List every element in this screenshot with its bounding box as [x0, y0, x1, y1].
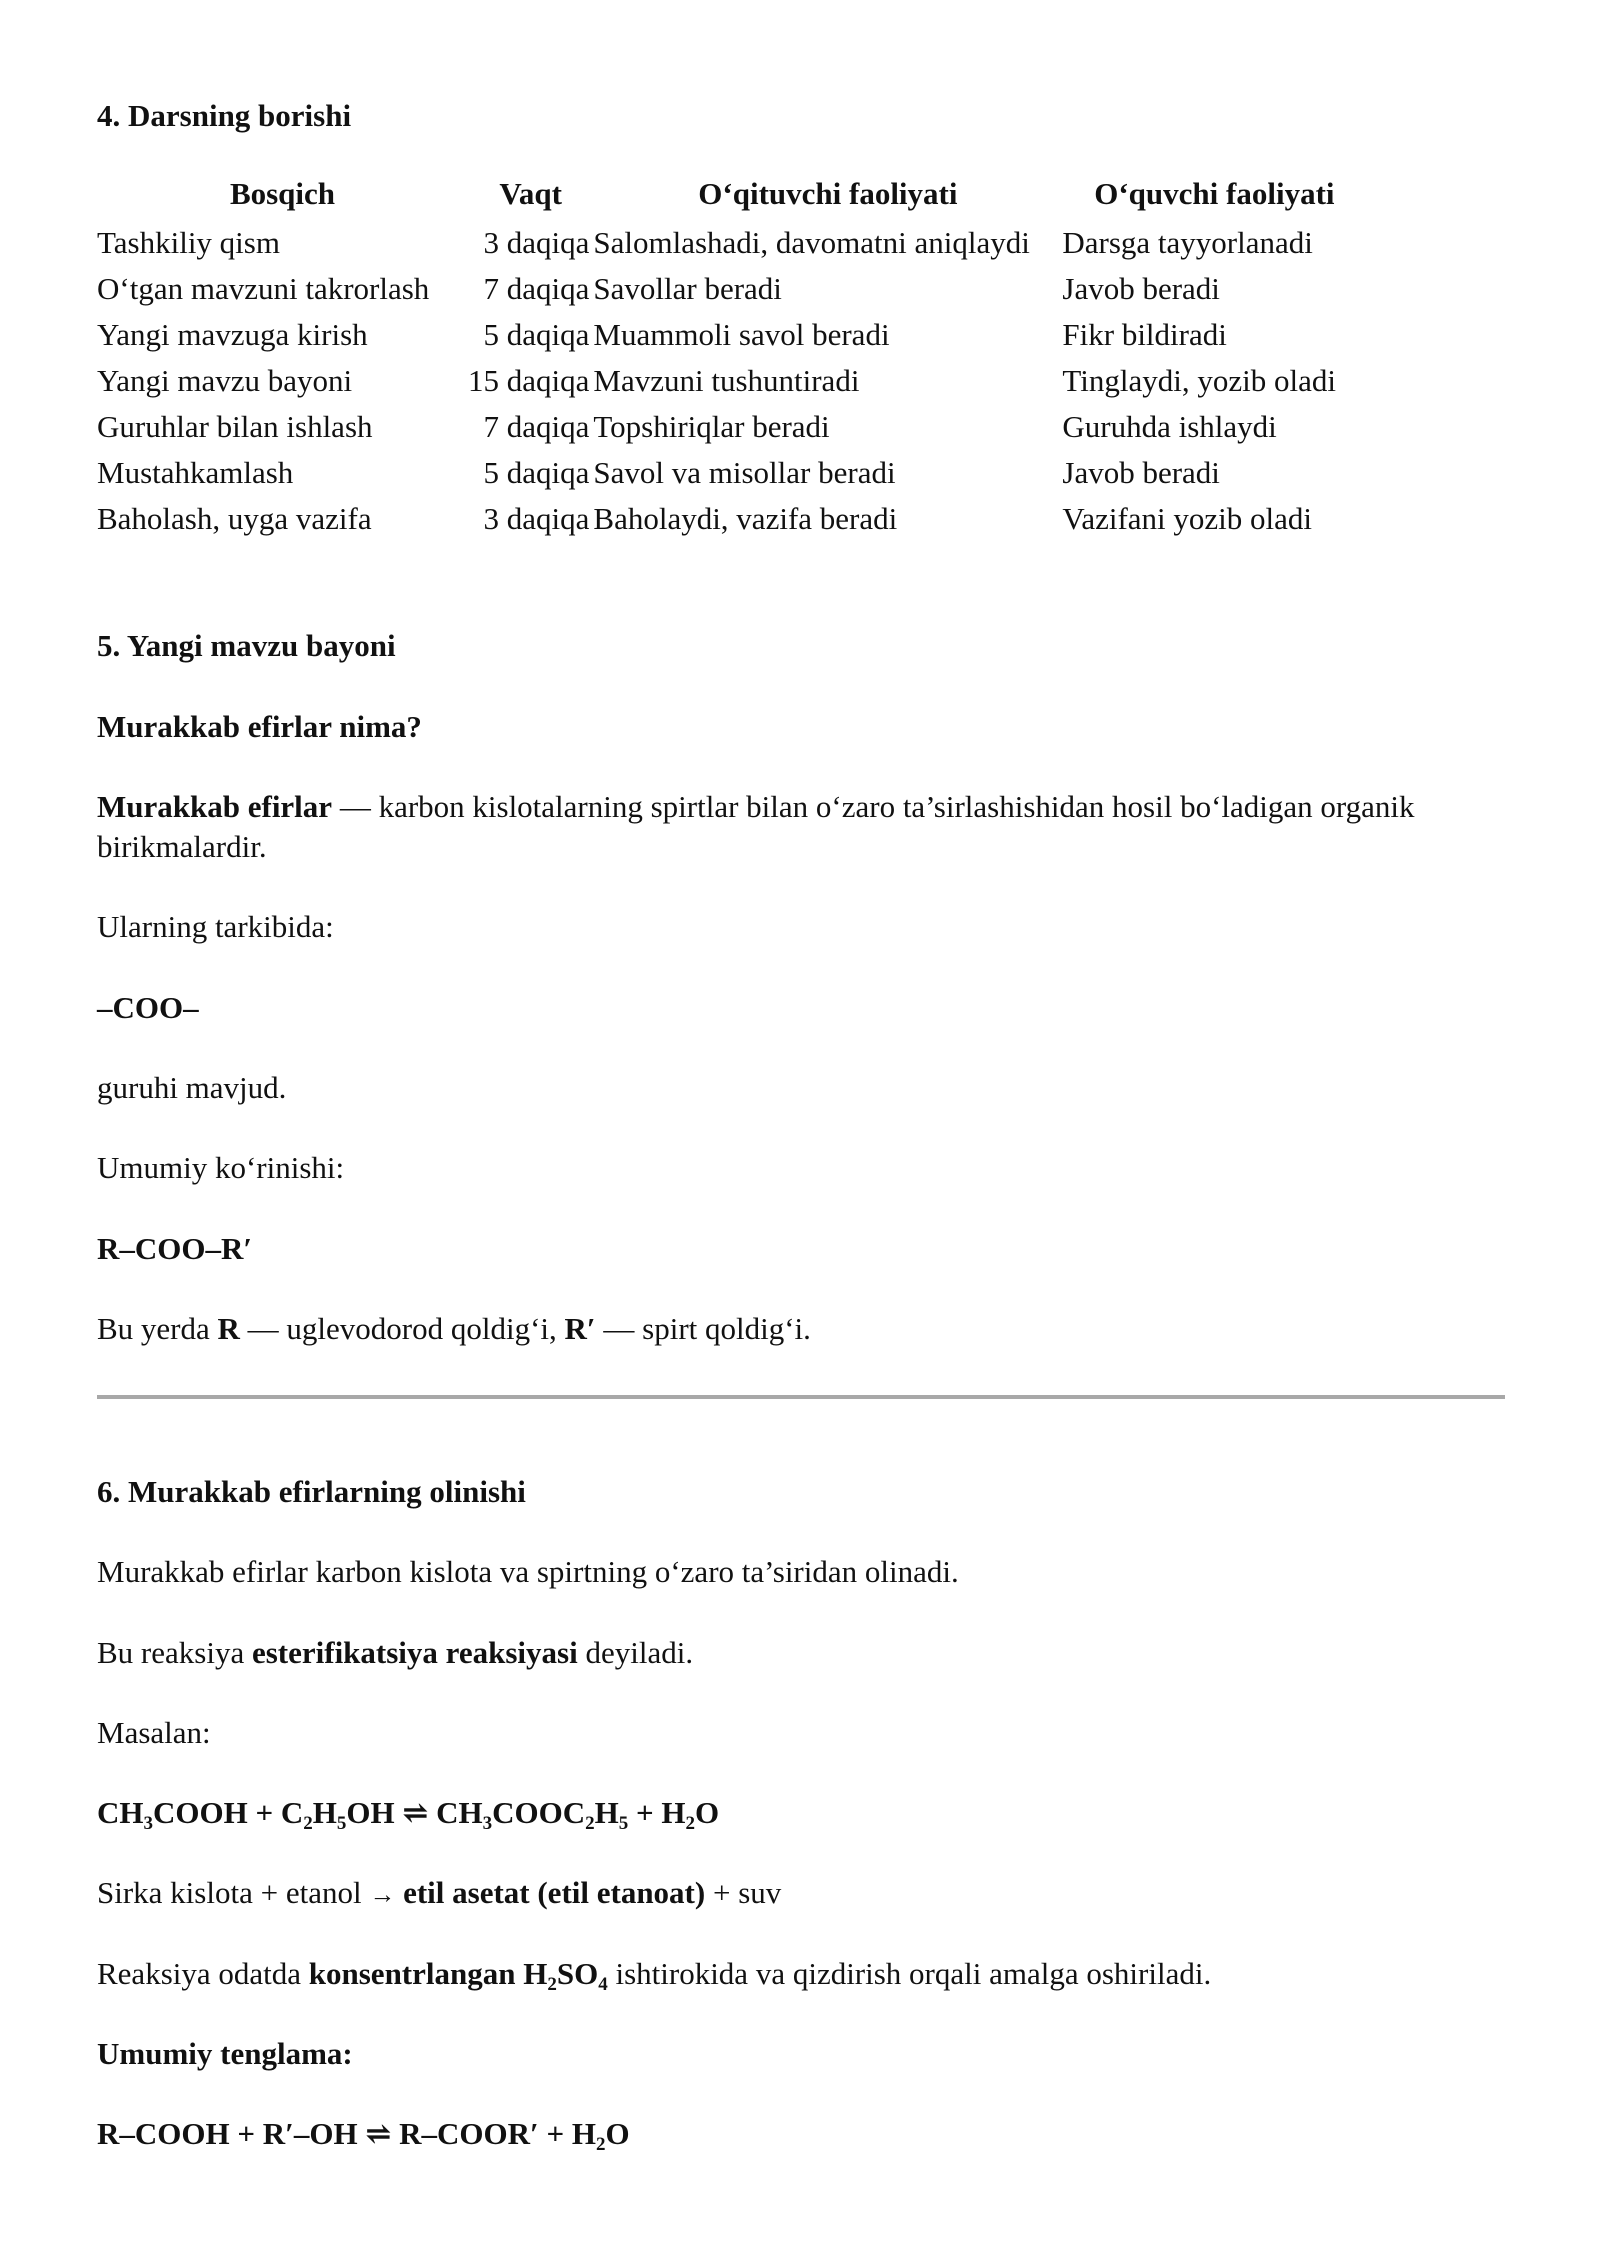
table-header-time: Vaqt	[499, 176, 562, 212]
section-4-heading: 4. Darsning borishi	[97, 98, 352, 133]
definition-term: Murakkab efirlar	[97, 788, 333, 824]
table-row	[97, 404, 1366, 450]
formula-explanation	[97, 1309, 1505, 1349]
table-row	[97, 358, 1366, 404]
reaction-name-paragraph	[97, 1633, 1505, 1673]
table-row	[97, 496, 1366, 542]
cell-stage: Guruhlar bilan ishlash	[97, 409, 373, 445]
question-heading: Murakkab efirlar nima?	[97, 708, 422, 744]
reaction-text-2: deyiladi.	[577, 1634, 694, 1670]
cell-teacher-activity: Mavzuni tushuntiradi	[593, 363, 860, 399]
table-row	[97, 266, 1366, 312]
general-intro: Umumiy ko‘rinishi:	[97, 1150, 345, 1186]
table-header-row	[97, 170, 1366, 220]
conditions-paragraph	[97, 1954, 1505, 1994]
cell-time: 7 daqiqa	[483, 271, 590, 307]
table-row	[97, 220, 1366, 266]
cell-student-activity: Javob beradi	[1062, 455, 1220, 491]
cell-time: 15 daqiqa	[468, 363, 590, 399]
cell-stage: O‘tgan mavzuni takrorlash	[97, 271, 430, 307]
group-note: guruhi mavjud.	[97, 1070, 287, 1106]
section-6-intro: Murakkab efirlar karbon kislota va spirtning o‘zaro ta’siridan olinadi.	[97, 1554, 959, 1590]
symbol-r: R	[217, 1310, 240, 1346]
cell-time: 7 daqiqa	[483, 409, 590, 445]
definition-paragraph	[97, 787, 1505, 868]
cell-stage: Tashkiliy qism	[97, 225, 280, 261]
table-header-stage: Bosqich	[229, 176, 336, 212]
cell-time: 3 daqiqa	[483, 501, 590, 537]
general-equation-label: Umumiy tenglama:	[97, 2036, 353, 2072]
explanation-text-1: Bu yerda	[97, 1310, 218, 1346]
cell-student-activity: Darsga tayyorlanadi	[1062, 225, 1313, 261]
cell-teacher-activity: Muammoli savol beradi	[593, 317, 890, 353]
cell-stage: Baholash, uyga vazifa	[97, 501, 372, 537]
general-formula: R–COO–R′	[97, 1230, 253, 1266]
cell-stage: Mustahkamlash	[97, 455, 294, 491]
cell-time: 5 daqiqa	[483, 317, 590, 353]
table-header-teacher: O‘qituvchi faoliyati	[698, 176, 958, 212]
reaction-term: esterifikatsiya reaksiyasi	[251, 1634, 578, 1670]
word-equation-water: + suv	[705, 1875, 782, 1911]
conditions-text-2: ishtirokida va qizdirish orqali amalga oshiriladi.	[607, 1955, 1212, 1991]
cell-student-activity: Vazifani yozib oladi	[1062, 501, 1313, 537]
section-5-heading: 5. Yangi mavzu bayoni	[97, 628, 396, 664]
cell-teacher-activity: Baholaydi, vazifa beradi	[593, 501, 898, 537]
table-row	[97, 450, 1366, 496]
cell-student-activity: Javob beradi	[1062, 271, 1220, 307]
cell-teacher-activity: Savollar beradi	[593, 271, 782, 307]
cell-student-activity: Guruhda ishlaydi	[1062, 409, 1277, 445]
cell-student-activity: Fikr bildiradi	[1062, 317, 1227, 353]
example-label: Masalan:	[97, 1714, 211, 1750]
composition-intro: Ularning tarkibida:	[97, 909, 334, 945]
explanation-text-3: — spirt qoldig‘i.	[595, 1310, 811, 1346]
section-divider	[97, 1395, 1505, 1399]
cell-student-activity: Tinglaydi, yozib oladi	[1062, 363, 1336, 399]
conditions-text-1: Reaksiya odatda	[97, 1955, 309, 1991]
conditions-catalyst: konsentrlangan $H_2SO_4$	[308, 1955, 608, 1995]
definition-text: — karbon kislotalarning spirtlar bilan o‘zaro ta’sirlashishidan hosil bo‘ladigan organik birikmalardir.	[97, 788, 1415, 865]
ester-group: –COO–	[97, 989, 199, 1025]
section-6-heading: 6. Murakkab efirlarning olinishi	[97, 1474, 526, 1509]
explanation-text-2: — uglevodorod qoldig‘i,	[239, 1310, 565, 1346]
cell-time: 5 daqiqa	[483, 455, 590, 491]
esterification-equation: $CH_3COOH + C_2H_5OH$ ⇌ $CH_3COOC_2H_5 + H_2O$	[97, 1795, 720, 1835]
cell-stage: Yangi mavzuga kirish	[97, 317, 368, 353]
document-page	[97, 96, 1505, 2156]
table-header-student: O‘quvchi faoliyati	[1094, 176, 1335, 212]
symbol-r-prime: R′	[564, 1310, 596, 1346]
word-equation	[97, 1873, 1505, 1913]
word-equation-reactants: Sirka kislota + etanol	[97, 1875, 370, 1911]
cell-teacher-activity: Savol va misollar beradi	[593, 455, 896, 491]
cell-stage: Yangi mavzu bayoni	[97, 363, 353, 399]
arrow-icon: →	[369, 1880, 396, 1910]
word-equation-product: etil asetat (etil etanoat)	[403, 1875, 706, 1911]
cell-time: 3 daqiqa	[483, 225, 590, 261]
section-6	[97, 1472, 1505, 2155]
table-row	[97, 312, 1366, 358]
lesson-plan-table	[97, 170, 1366, 542]
reaction-text-1: Bu reaksiya	[97, 1634, 252, 1670]
cell-teacher-activity: Salomlashadi, davomatni aniqlaydi	[593, 225, 1030, 261]
cell-teacher-activity: Topshiriqlar beradi	[593, 409, 830, 445]
general-equation: R–COOH + R′–OH ⇌ R–COOR′ + $H_2O$	[97, 2116, 630, 2156]
